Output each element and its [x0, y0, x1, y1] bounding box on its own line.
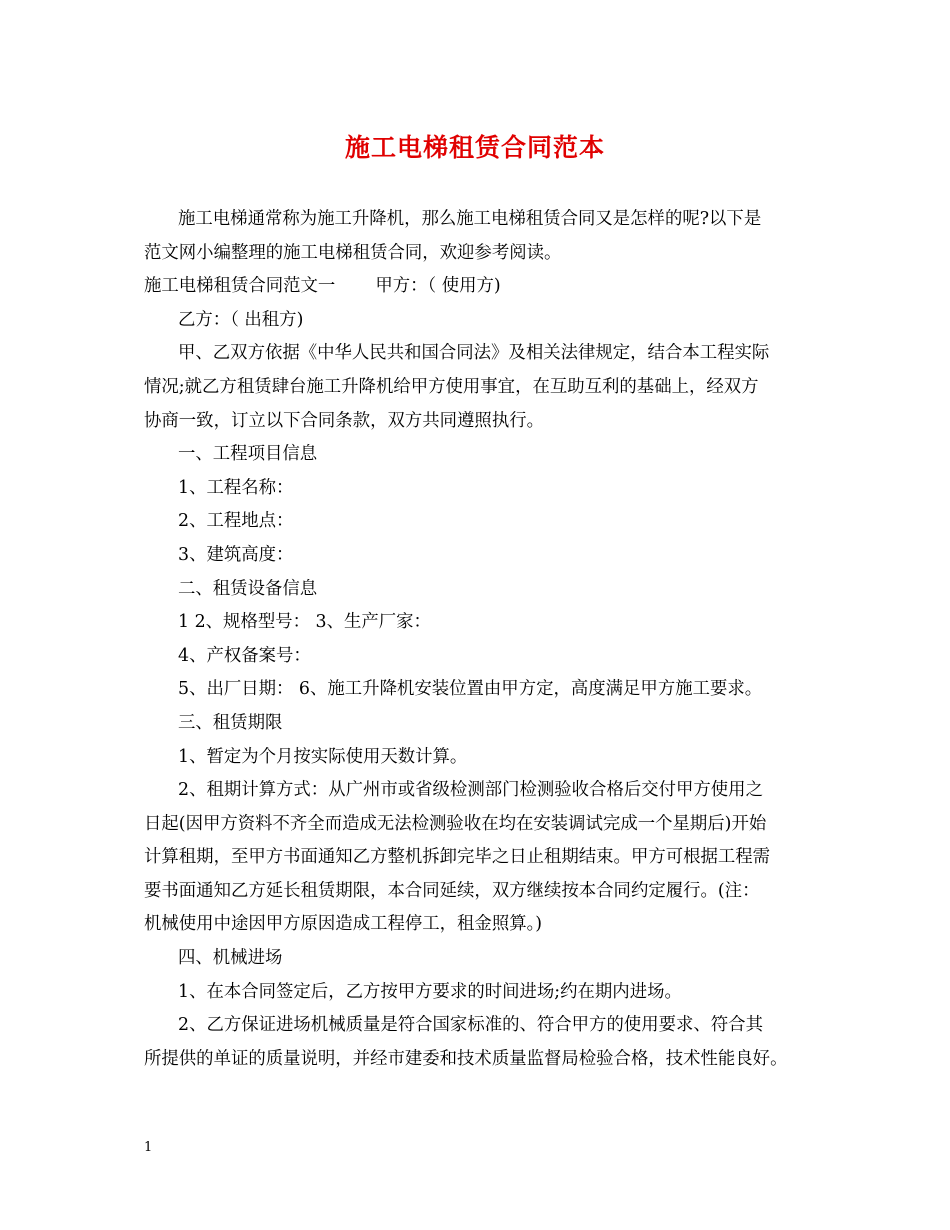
sample-heading-line — [144, 270, 814, 304]
clause-line: 2、租期计算方式：从广州市或省级检测部门检测验收合格后交付甲方使用之 — [178, 780, 763, 801]
party-b: 乙方：（ 出租方) — [178, 309, 304, 330]
intro-line: 范文网小编整理的施工电梯租赁合同，欢迎参考阅读。 — [144, 242, 562, 263]
party-a: 甲方：（ 使用方) — [375, 276, 501, 297]
clause: 1、暂定为个月按实际使用天数计算。 — [178, 746, 468, 767]
document-title: 施工电梯租赁合同范本 — [344, 133, 605, 162]
intro-line: 施工电梯通常称为施工升降机，那么施工电梯租赁合同又是怎样的呢?以下是 — [178, 209, 762, 229]
section-heading: 一、工程项目信息 — [178, 444, 318, 465]
clause: 4、产权备案号： — [178, 645, 311, 666]
preamble-line: 协商一致，订立以下合同条款，双方共同遵照执行。 — [144, 410, 544, 431]
clause: 1、在本合同签定后，乙方按甲方要求的时间进场;约在期内进场。 — [178, 981, 682, 1002]
section-heading: 四、机械进场 — [178, 948, 283, 969]
clause-line: 日起(因甲方资料不齐全而造成无法检测验收在均在安装调试完成一个星期后)开始 — [144, 813, 767, 834]
page-number: 1 — [144, 1140, 153, 1155]
clause: 1 2、规格型号： 3、生产厂家： — [178, 612, 431, 633]
clause: 2、工程地点： — [178, 511, 294, 532]
section-heading: 二、租赁设备信息 — [178, 578, 318, 599]
clause-line: 所提供的单证的质量说明，并经市建委和技术质量监督局检验合格，技术性能良好。 — [144, 1048, 788, 1069]
preamble-line: 情况;就乙方租赁肆台施工升降机给甲方使用事宜，在互助互利的基础上，经双方 — [144, 376, 759, 397]
clause-line: 2、乙方保证进场机械质量是符合国家标准的、符合甲方的使用要求、符合其 — [178, 1015, 763, 1036]
section-heading: 三、租赁期限 — [178, 712, 283, 733]
preamble-line: 甲、乙双方依据《中华人民共和国合同法》及相关法律规定，结合本工程实际 — [178, 343, 770, 364]
document-body — [144, 203, 814, 1076]
clause: 1、工程名称： — [178, 477, 294, 498]
clause-line: 计算租期，至甲方书面通知乙方整机拆卸完毕之日止租期结束。甲方可根据工程需 — [144, 847, 771, 868]
clause-line: 要书面通知乙方延长租赁期限，本合同延续，双方继续按本合同约定履行。(注： — [144, 880, 760, 901]
clause: 5、出厂日期： 6、施工升降机安装位置由甲方定，高度满足甲方施工要求。 — [178, 679, 763, 700]
clause-line: 机械使用中途因甲方原因造成工程停工，租金照算。) — [144, 914, 543, 935]
sample-heading: 施工电梯租赁合同范文一 — [144, 276, 336, 297]
clause: 3、建筑高度： — [178, 544, 294, 565]
